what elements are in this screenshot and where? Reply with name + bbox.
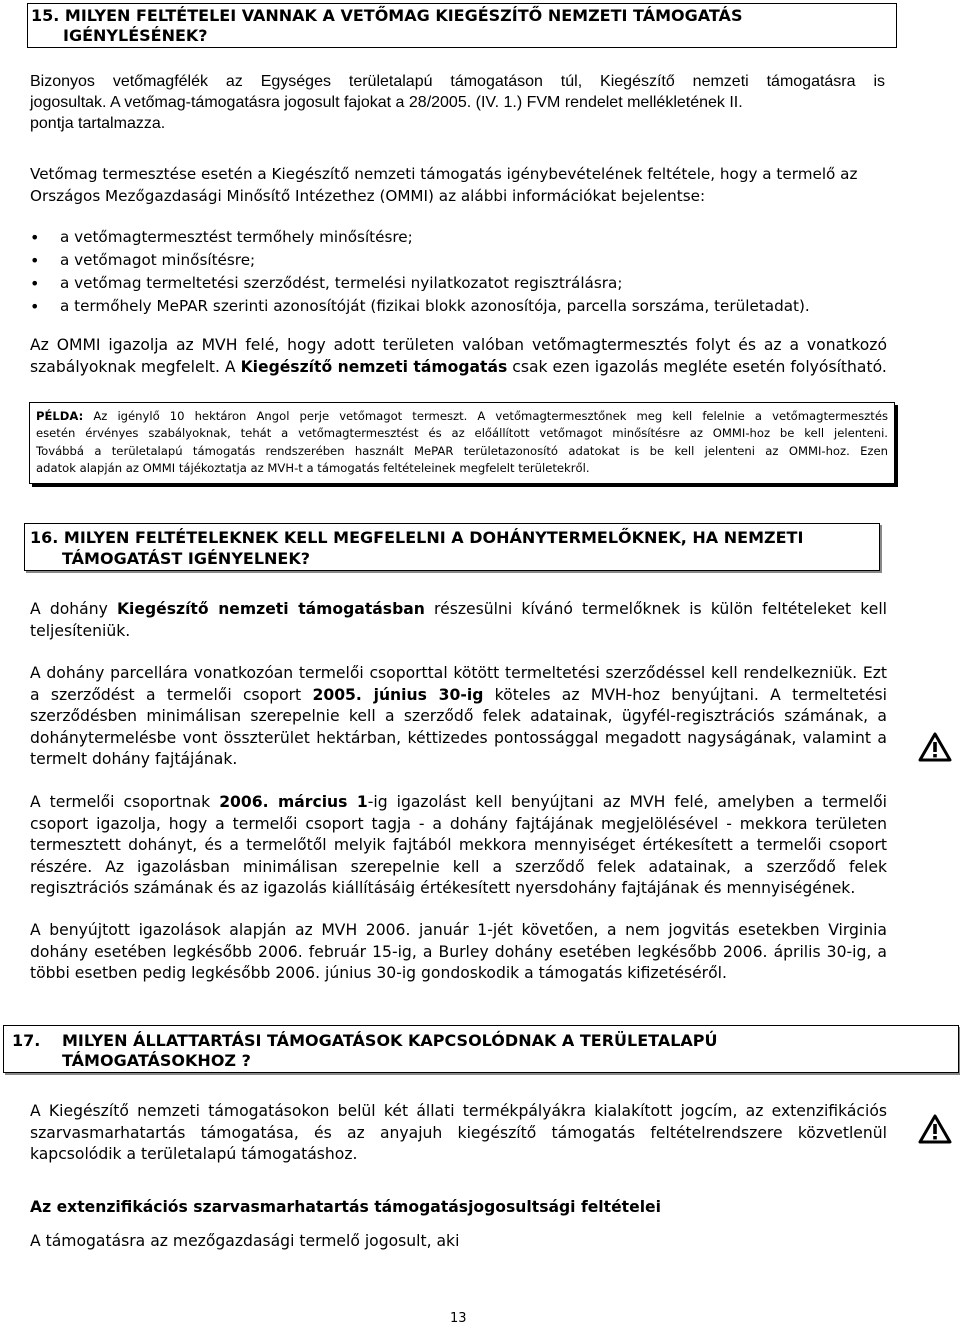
intro-line: jogosultak. A vetőmag-támogatásra jogosult fajokat a 28/2005. (IV. 1.) FVM rendelet mellékletének II. [30,94,743,111]
list-item: • a vetőmag termeltetési szerződést, termelési nyilatkozatot regisztrálásra; [30,272,890,295]
section-16-heading-line2: TÁMOGATÁST IGÉNYELNEK? [62,549,311,568]
warning-icon [918,732,952,762]
paragraph-line: többi esetben pedig legkésőbb 2006. június 30-ig gondoskodik a támogatás kifizetéséről. [30,964,727,983]
section-16-paragraph-4 [30,920,887,985]
section-17-heading-line1: MILYEN ÁLLATTARTÁSI TÁMOGATÁSOK KAPCSOLÓDNAK A TERÜLETALAPÚ [62,1031,718,1050]
example-box [29,402,895,484]
section-15-heading-line1: 15. MILYEN FELTÉTELEI VANNAK A VETŐMAG KIEGÉSZÍTŐ NEMZETI TÁMOGATÁS [31,6,743,25]
list-item: • a vetőmagot minősítésre; [30,249,890,272]
section-16-paragraph-3 [30,792,887,900]
example-line: adatok alapján az OMMI tájékoztatja az MVH-t a támogatás feltételeinek megfelelt területekről. [36,461,590,476]
paragraph-line: szarvasmarhatartás támogatása, és az anyajuh kiegészítő támogatás feltételrendszere közvetlenül [30,1123,887,1142]
paragraph-line: termelt dohány fajtájának. [30,750,238,769]
paragraph-line: szerződésben minimálisan szerepelnie kell a szerződő felek adatainak, ügyfél-regisztrációs számának, a [30,707,887,726]
section-15-heading-line2: IGÉNYLÉSÉNEK? [63,26,208,45]
emphasis: 2005. június 30-ig [312,685,484,704]
list-item: • a termőhely MePAR szerinti azonosítóját (fizikai blokk azonosítója, parcella sorszáma, területadat). [30,295,890,318]
paragraph-line: dohány esetében legkésőbb 2006. február 15-ig, a Burley dohány esetében legkésőbb 2006. április 30-ig, a [30,942,887,961]
section-17-heading-line2: TÁMOGATÁSOKHOZ ? [62,1051,251,1070]
section-16-heading-line1: 16. MILYEN FELTÉTELEKNEK KELL MEGFELELNI A DOHÁNYTERMELŐKNEK, HA NEMZETI [30,528,804,547]
paragraph-line [30,792,887,814]
paragraph-line: dohánytermelésbe vont összterület hektárban, kéttizedes pontossággal megadott nagyságának, valamint a [30,728,887,747]
text-run: A termelői csoportnak [30,793,220,811]
example-label: PÉLDA: [36,409,84,423]
text-run: köteles az MVH-hoz benyújtani. A termeltetési [483,685,888,704]
example-line: Továbbá a területalapú támogatás rendszerében használt MePAR területazonosító adatokat is be kell jelenteni az OMMI-hoz. Ezen [36,443,888,458]
text-run: A dohány [30,600,117,618]
paragraph-line: regisztrációs számának és az igazolás kiállításáig értékesített nyersdohány fajtájának és mennyiségének. [30,879,856,898]
list-item: • a vetőmagtermesztést termőhely minősítésre; [30,226,890,249]
paragraph-line: A dohány parcellára vonatkozóan termelői csoporttal kötött termeltetési szerződéssel kell rendelkezniük. Ezt [30,664,887,682]
section-17-paragraph-1 [30,1101,887,1166]
text-run: szabályoknak megfelelt. A [30,357,241,376]
paragraph-line [30,357,887,379]
paragraph-line: részére. Az igazolásban minimálisan szerepelnie kell a szerződő felek adatainak, a szerződő felek [30,857,887,876]
section-16-heading-box [24,523,880,571]
emphasis: Kiegészítő nemzeti támogatás [240,357,508,376]
emphasis: 2006. március 1 [219,793,368,811]
section-15-ommi-paragraph [30,335,887,378]
section-15-intro [30,71,885,134]
paragraph-line: kapcsolódik a területalapú támogatáshoz. [30,1145,358,1164]
paragraph-line [30,685,887,707]
warning-icon [918,1114,952,1144]
text-run: -ig igazolást kell benyújtani az MVH felé, amelyben a termelői [367,793,887,811]
section-15-bullet-list [30,226,890,318]
example-line [36,408,888,425]
section-17-paragraph-2: A támogatásra az mezőgazdasági termelő jogosult, aki [30,1232,460,1250]
page-number: 13 [450,1311,467,1326]
emphasis: Kiegészítő nemzeti támogatásban [116,600,425,618]
paragraph-line: Az OMMI igazolja az MVH felé, hogy adott területen valóban vetőmagtermesztés folyt és az a vonatkozó [30,336,887,354]
text-run: Az igénylő 10 hektáron Angol perje vetőmagot termeszt. A vetőmagtermesztőnek meg kell felelnie a vetőmagtermesztés [83,409,888,423]
section-17-subheading: Az extenzifikációs szarvasmarhatartás támogatásjogosultsági feltételei [30,1198,661,1216]
text-run: a szerződést a termelői csoport [30,685,313,704]
paragraph-line: csoport igazolja, hogy a termelői csoport tagja - a dohány fajtájának megjelölésével - mekkora területen [30,814,887,833]
section-15-paragraph [30,164,878,207]
paragraph-line: A benyújtott igazolások alapján az MVH 2006. január 1-jét követően, a nem jogvitás esetekben Virginia [30,921,887,939]
text-run: csak ezen igazolás megléte esetén folyósítható. [507,357,887,376]
intro-line: Bizonyos vetőmagfélék az Egységes területalapú támogatáson túl, Kiegészítő nemzeti támogatásra is [30,73,885,90]
section-15-heading-box [27,3,897,48]
paragraph-line: A Kiegészítő nemzeti támogatásokon belül két állati termékpályákra kialakított jogcím, az extenzifikációs [30,1102,887,1120]
section-16-paragraph-1 [30,599,887,642]
paragraph-line: Vetőmag termesztése esetén a Kiegészítő nemzeti támogatás igénybevételének feltétele, hogy a termelő az [30,165,858,183]
text-run: részesülni kívánó termelőknek is külön feltételeket kell [424,600,888,618]
paragraph-line: termesztett dohányt, és a termelőtől melyik fajtából mekkora mennyiséget értékesített a termelői csoport [30,836,887,855]
section-17-heading-number: 17. [12,1031,41,1050]
section-17-heading-box [3,1025,959,1073]
intro-line: pontja tartalmazza. [30,115,166,132]
paragraph-line: Országos Mezőgazdasági Minősítő Intézethez (OMMI) az alábbi információkat bejelentse: [30,186,706,205]
example-line: esetén érvényes szabályoknak, tehát a vetőmagtermesztést és az előállított vetőmagot minősítésre az OMMI-hoz be kell jelenteni. [36,426,888,441]
paragraph-line [30,599,887,621]
section-16-paragraph-2 [30,663,887,771]
paragraph-line: teljesíteniük. [30,621,131,640]
